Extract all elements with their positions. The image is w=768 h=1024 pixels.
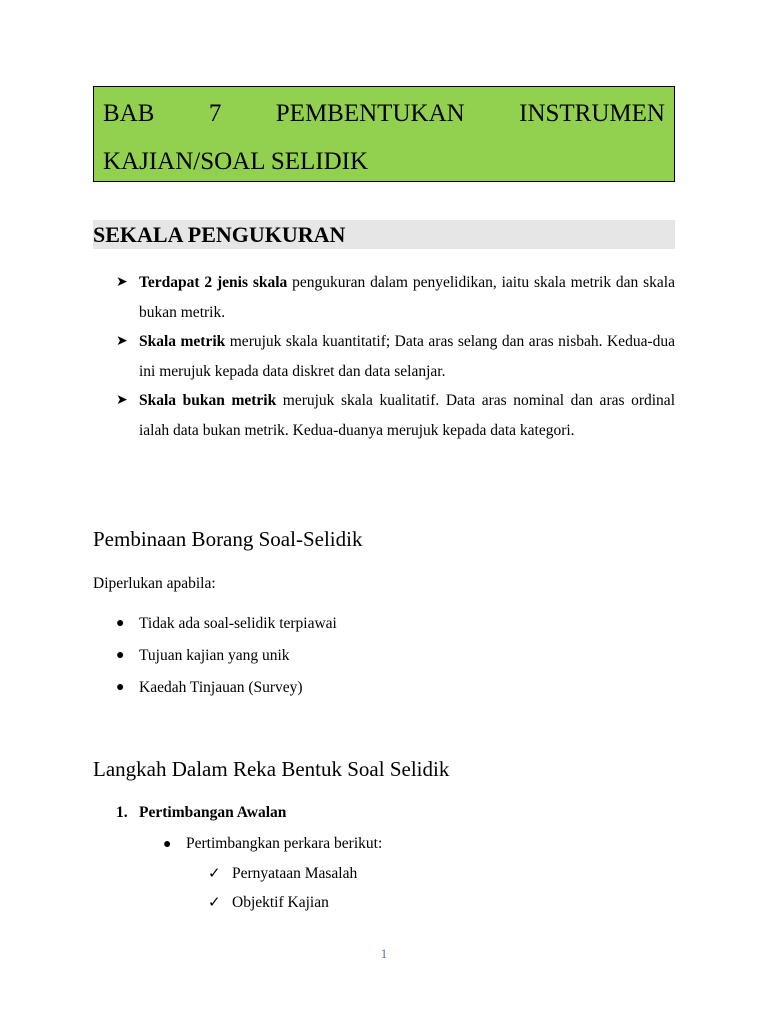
chapter-title-line-1	[103, 90, 665, 138]
step-1-bullet	[163, 833, 382, 856]
step-1	[116, 802, 286, 824]
item-text: Objektif Kajian	[232, 894, 329, 911]
step-number: 1.	[116, 804, 128, 821]
item-text: pengukuran dalam penyelidikan, iaitu skala metrik dan skala bukan metrik.	[139, 274, 675, 321]
page-number: 1	[380, 946, 388, 961]
list-item	[208, 891, 357, 920]
section-heading-sekala: SEKALA PENGUKURAN	[93, 220, 675, 249]
item-text: Kaedah Tinjauan (Survey)	[139, 679, 303, 696]
arrow-bullet-icon: ➤	[116, 275, 128, 290]
bullet-dot-icon: ●	[116, 648, 125, 663]
list-item	[116, 677, 676, 709]
list-item	[116, 268, 675, 327]
checkmark-icon: ✓	[208, 864, 221, 882]
bold-term: Skala metrik	[139, 333, 226, 350]
bullet-dot-icon: ●	[116, 680, 125, 695]
steps-section-heading: Langkah Dalam Reka Bentuk Soal Selidik	[93, 757, 450, 781]
title-word: BAB	[103, 100, 155, 127]
arrow-bullet-icon: ➤	[116, 334, 128, 349]
list-item	[116, 386, 675, 445]
bold-term: Skala bukan metrik	[139, 392, 277, 409]
title-word: INSTRUMEN	[519, 100, 665, 127]
scale-points-list	[116, 268, 675, 445]
list-item	[116, 613, 676, 645]
item-text: merujuk skala kuantitatif; Data aras selang dan aras nisbah. Kedua-dua ini merujuk kepada data diskret dan data selanjar.	[139, 333, 675, 380]
checkmark-icon: ✓	[208, 893, 221, 911]
step-label: Pertimbangan Awalan	[139, 804, 287, 821]
form-section-heading: Pembinaan Borang Soal-Selidik	[93, 527, 363, 551]
arrow-bullet-icon: ➤	[116, 393, 128, 408]
form-conditions-list	[116, 613, 676, 709]
chapter-title-line-2: KAJIAN/SOAL SELIDIK	[103, 148, 369, 175]
list-item	[116, 645, 676, 677]
bold-term: Terdapat 2 jenis skala	[139, 274, 288, 291]
step-1-checklist	[208, 862, 357, 920]
item-text: Tidak ada soal-selidik terpiawai	[139, 615, 337, 632]
item-text: merujuk skala kualitatif. Data aras nominal dan aras ordinal ialah data bukan metrik. Kedua-duanya merujuk kepada data kategori.	[139, 392, 675, 439]
title-word: PEMBENTUKAN	[275, 100, 465, 127]
list-item	[116, 327, 675, 386]
title-word: 7	[208, 100, 222, 127]
item-text: Tujuan kajian yang unik	[139, 647, 290, 664]
item-text: Pertimbangkan perkara berikut:	[186, 835, 383, 852]
bullet-dot-icon: ●	[163, 837, 172, 852]
item-text: Pernyataan Masalah	[232, 865, 358, 882]
chapter-title-box	[93, 86, 675, 182]
bullet-dot-icon: ●	[116, 616, 125, 631]
list-item	[208, 862, 357, 891]
form-section-intro: Diperlukan apabila:	[93, 575, 216, 592]
